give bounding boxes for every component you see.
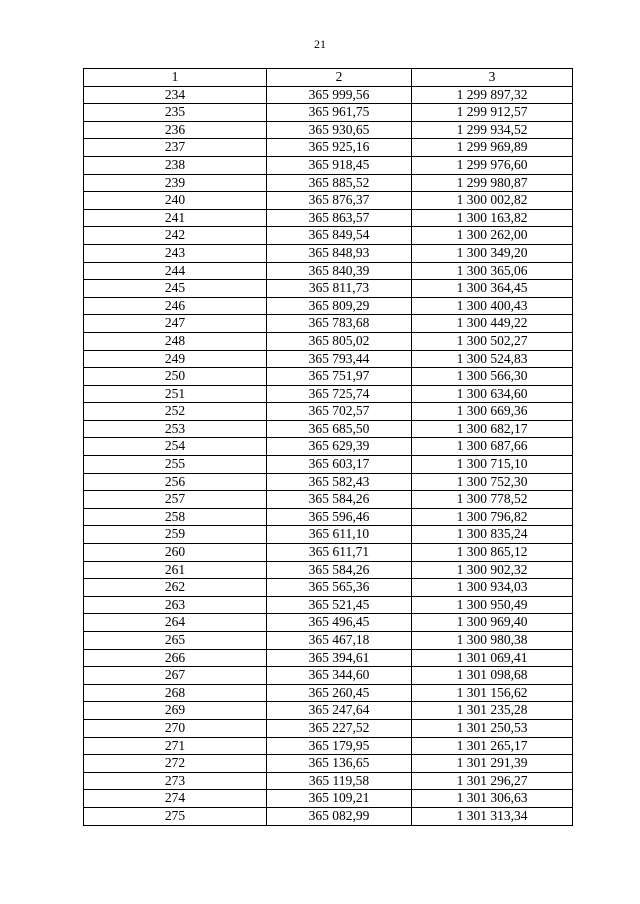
table-row [84, 544, 573, 562]
y-coordinate-cell: 1 300 002,82 [412, 192, 573, 210]
y-coordinate-cell: 1 300 502,27 [412, 332, 573, 350]
table-row [84, 174, 573, 192]
x-coordinate-cell: 365 849,54 [267, 227, 412, 245]
x-coordinate-cell: 365 260,45 [267, 684, 412, 702]
y-coordinate-cell: 1 300 682,17 [412, 420, 573, 438]
point-number-cell: 250 [84, 368, 267, 386]
column-header-3: 3 [412, 69, 573, 87]
point-number-cell: 274 [84, 790, 267, 808]
table-row [84, 244, 573, 262]
y-coordinate-cell: 1 299 969,89 [412, 139, 573, 157]
table-row [84, 86, 573, 104]
y-coordinate-cell: 1 300 687,66 [412, 438, 573, 456]
point-number-cell: 239 [84, 174, 267, 192]
y-coordinate-cell: 1 299 897,32 [412, 86, 573, 104]
point-number-cell: 261 [84, 561, 267, 579]
x-coordinate-cell: 365 725,74 [267, 385, 412, 403]
y-coordinate-cell: 1 300 865,12 [412, 544, 573, 562]
table-row [84, 649, 573, 667]
table-row [84, 438, 573, 456]
table-row [84, 403, 573, 421]
table-row [84, 632, 573, 650]
point-number-cell: 267 [84, 667, 267, 685]
point-number-cell: 258 [84, 508, 267, 526]
y-coordinate-cell: 1 299 912,57 [412, 104, 573, 122]
y-coordinate-cell: 1 299 934,52 [412, 121, 573, 139]
point-number-cell: 254 [84, 438, 267, 456]
point-number-cell: 240 [84, 192, 267, 210]
x-coordinate-cell: 365 809,29 [267, 297, 412, 315]
x-coordinate-cell: 365 179,95 [267, 737, 412, 755]
table-row [84, 368, 573, 386]
point-number-cell: 237 [84, 139, 267, 157]
table-row [84, 209, 573, 227]
table-row [84, 104, 573, 122]
point-number-cell: 268 [84, 684, 267, 702]
x-coordinate-cell: 365 584,26 [267, 561, 412, 579]
table-row [84, 420, 573, 438]
y-coordinate-cell: 1 300 566,30 [412, 368, 573, 386]
x-coordinate-cell: 365 136,65 [267, 755, 412, 773]
y-coordinate-cell: 1 301 265,17 [412, 737, 573, 755]
table-row [84, 280, 573, 298]
x-coordinate-cell: 365 596,46 [267, 508, 412, 526]
column-header-1: 1 [84, 69, 267, 87]
x-coordinate-cell: 365 582,43 [267, 473, 412, 491]
y-coordinate-cell: 1 301 291,39 [412, 755, 573, 773]
x-coordinate-cell: 365 918,45 [267, 156, 412, 174]
page-number: 21 [314, 37, 326, 51]
y-coordinate-cell: 1 300 524,83 [412, 350, 573, 368]
table-row [84, 262, 573, 280]
table-row [84, 596, 573, 614]
point-number-cell: 245 [84, 280, 267, 298]
table-row [84, 719, 573, 737]
x-coordinate-cell: 365 603,17 [267, 456, 412, 474]
table-row [84, 385, 573, 403]
x-coordinate-cell: 365 783,68 [267, 315, 412, 333]
point-number-cell: 251 [84, 385, 267, 403]
table-row [84, 702, 573, 720]
x-coordinate-cell: 365 793,44 [267, 350, 412, 368]
table-row [84, 579, 573, 597]
y-coordinate-cell: 1 300 902,32 [412, 561, 573, 579]
y-coordinate-cell: 1 300 715,10 [412, 456, 573, 474]
y-coordinate-cell: 1 300 778,52 [412, 491, 573, 509]
y-coordinate-cell: 1 300 969,40 [412, 614, 573, 632]
x-coordinate-cell: 365 584,26 [267, 491, 412, 509]
y-coordinate-cell: 1 300 349,20 [412, 244, 573, 262]
x-coordinate-cell: 365 885,52 [267, 174, 412, 192]
point-number-cell: 242 [84, 227, 267, 245]
x-coordinate-cell: 365 109,21 [267, 790, 412, 808]
table-row [84, 684, 573, 702]
x-coordinate-cell: 365 467,18 [267, 632, 412, 650]
point-number-cell: 244 [84, 262, 267, 280]
table-row [84, 667, 573, 685]
y-coordinate-cell: 1 300 163,82 [412, 209, 573, 227]
table-row [84, 790, 573, 808]
table-row [84, 561, 573, 579]
y-coordinate-cell: 1 300 835,24 [412, 526, 573, 544]
table-row [84, 350, 573, 368]
table-row [84, 755, 573, 773]
point-number-cell: 264 [84, 614, 267, 632]
y-coordinate-cell: 1 300 400,43 [412, 297, 573, 315]
point-number-cell: 262 [84, 579, 267, 597]
x-coordinate-cell: 365 840,39 [267, 262, 412, 280]
point-number-cell: 266 [84, 649, 267, 667]
x-coordinate-cell: 365 751,97 [267, 368, 412, 386]
x-coordinate-cell: 365 247,64 [267, 702, 412, 720]
x-coordinate-cell: 365 082,99 [267, 807, 412, 825]
point-number-cell: 238 [84, 156, 267, 174]
point-number-cell: 272 [84, 755, 267, 773]
y-coordinate-cell: 1 301 296,27 [412, 772, 573, 790]
y-coordinate-cell: 1 300 262,00 [412, 227, 573, 245]
point-number-cell: 257 [84, 491, 267, 509]
table-row [84, 508, 573, 526]
point-number-cell: 243 [84, 244, 267, 262]
point-number-cell: 275 [84, 807, 267, 825]
x-coordinate-cell: 365 863,57 [267, 209, 412, 227]
point-number-cell: 270 [84, 719, 267, 737]
table-row [84, 227, 573, 245]
table-row [84, 297, 573, 315]
table-row [84, 737, 573, 755]
table-row [84, 456, 573, 474]
point-number-cell: 273 [84, 772, 267, 790]
x-coordinate-cell: 365 685,50 [267, 420, 412, 438]
y-coordinate-cell: 1 300 934,03 [412, 579, 573, 597]
table-row [84, 614, 573, 632]
x-coordinate-cell: 365 848,93 [267, 244, 412, 262]
point-number-cell: 246 [84, 297, 267, 315]
y-coordinate-cell: 1 300 950,49 [412, 596, 573, 614]
y-coordinate-cell: 1 301 306,63 [412, 790, 573, 808]
point-number-cell: 256 [84, 473, 267, 491]
point-number-cell: 260 [84, 544, 267, 562]
x-coordinate-cell: 365 876,37 [267, 192, 412, 210]
point-number-cell: 265 [84, 632, 267, 650]
point-number-cell: 247 [84, 315, 267, 333]
point-number-cell: 269 [84, 702, 267, 720]
table-row [84, 315, 573, 333]
point-number-cell: 249 [84, 350, 267, 368]
point-number-cell: 236 [84, 121, 267, 139]
table-row [84, 807, 573, 825]
table-row [84, 491, 573, 509]
x-coordinate-cell: 365 629,39 [267, 438, 412, 456]
y-coordinate-cell: 1 300 365,06 [412, 262, 573, 280]
table-row [84, 156, 573, 174]
y-coordinate-cell: 1 301 156,62 [412, 684, 573, 702]
y-coordinate-cell: 1 299 980,87 [412, 174, 573, 192]
x-coordinate-cell: 365 565,36 [267, 579, 412, 597]
table-row [84, 332, 573, 350]
point-number-cell: 234 [84, 86, 267, 104]
x-coordinate-cell: 365 611,71 [267, 544, 412, 562]
x-coordinate-cell: 365 227,52 [267, 719, 412, 737]
table-header-row [84, 69, 573, 87]
x-coordinate-cell: 365 930,65 [267, 121, 412, 139]
x-coordinate-cell: 365 805,02 [267, 332, 412, 350]
table-row [84, 473, 573, 491]
x-coordinate-cell: 365 344,60 [267, 667, 412, 685]
x-coordinate-cell: 365 496,45 [267, 614, 412, 632]
column-header-2: 2 [267, 69, 412, 87]
x-coordinate-cell: 365 394,61 [267, 649, 412, 667]
y-coordinate-cell: 1 300 752,30 [412, 473, 573, 491]
y-coordinate-cell: 1 301 069,41 [412, 649, 573, 667]
table-row [84, 526, 573, 544]
coordinates-table [83, 68, 573, 826]
y-coordinate-cell: 1 301 098,68 [412, 667, 573, 685]
y-coordinate-cell: 1 300 634,60 [412, 385, 573, 403]
y-coordinate-cell: 1 300 669,36 [412, 403, 573, 421]
x-coordinate-cell: 365 925,16 [267, 139, 412, 157]
point-number-cell: 241 [84, 209, 267, 227]
table-row [84, 772, 573, 790]
y-coordinate-cell: 1 301 313,34 [412, 807, 573, 825]
x-coordinate-cell: 365 702,57 [267, 403, 412, 421]
point-number-cell: 248 [84, 332, 267, 350]
point-number-cell: 255 [84, 456, 267, 474]
y-coordinate-cell: 1 300 796,82 [412, 508, 573, 526]
table-row [84, 121, 573, 139]
x-coordinate-cell: 365 961,75 [267, 104, 412, 122]
table-row [84, 192, 573, 210]
point-number-cell: 271 [84, 737, 267, 755]
point-number-cell: 263 [84, 596, 267, 614]
point-number-cell: 235 [84, 104, 267, 122]
point-number-cell: 253 [84, 420, 267, 438]
y-coordinate-cell: 1 300 449,22 [412, 315, 573, 333]
y-coordinate-cell: 1 301 235,28 [412, 702, 573, 720]
x-coordinate-cell: 365 119,58 [267, 772, 412, 790]
x-coordinate-cell: 365 811,73 [267, 280, 412, 298]
point-number-cell: 252 [84, 403, 267, 421]
y-coordinate-cell: 1 301 250,53 [412, 719, 573, 737]
point-number-cell: 259 [84, 526, 267, 544]
y-coordinate-cell: 1 299 976,60 [412, 156, 573, 174]
table-body [84, 86, 573, 825]
x-coordinate-cell: 365 999,56 [267, 86, 412, 104]
y-coordinate-cell: 1 300 364,45 [412, 280, 573, 298]
y-coordinate-cell: 1 300 980,38 [412, 632, 573, 650]
table-row [84, 139, 573, 157]
x-coordinate-cell: 365 611,10 [267, 526, 412, 544]
x-coordinate-cell: 365 521,45 [267, 596, 412, 614]
